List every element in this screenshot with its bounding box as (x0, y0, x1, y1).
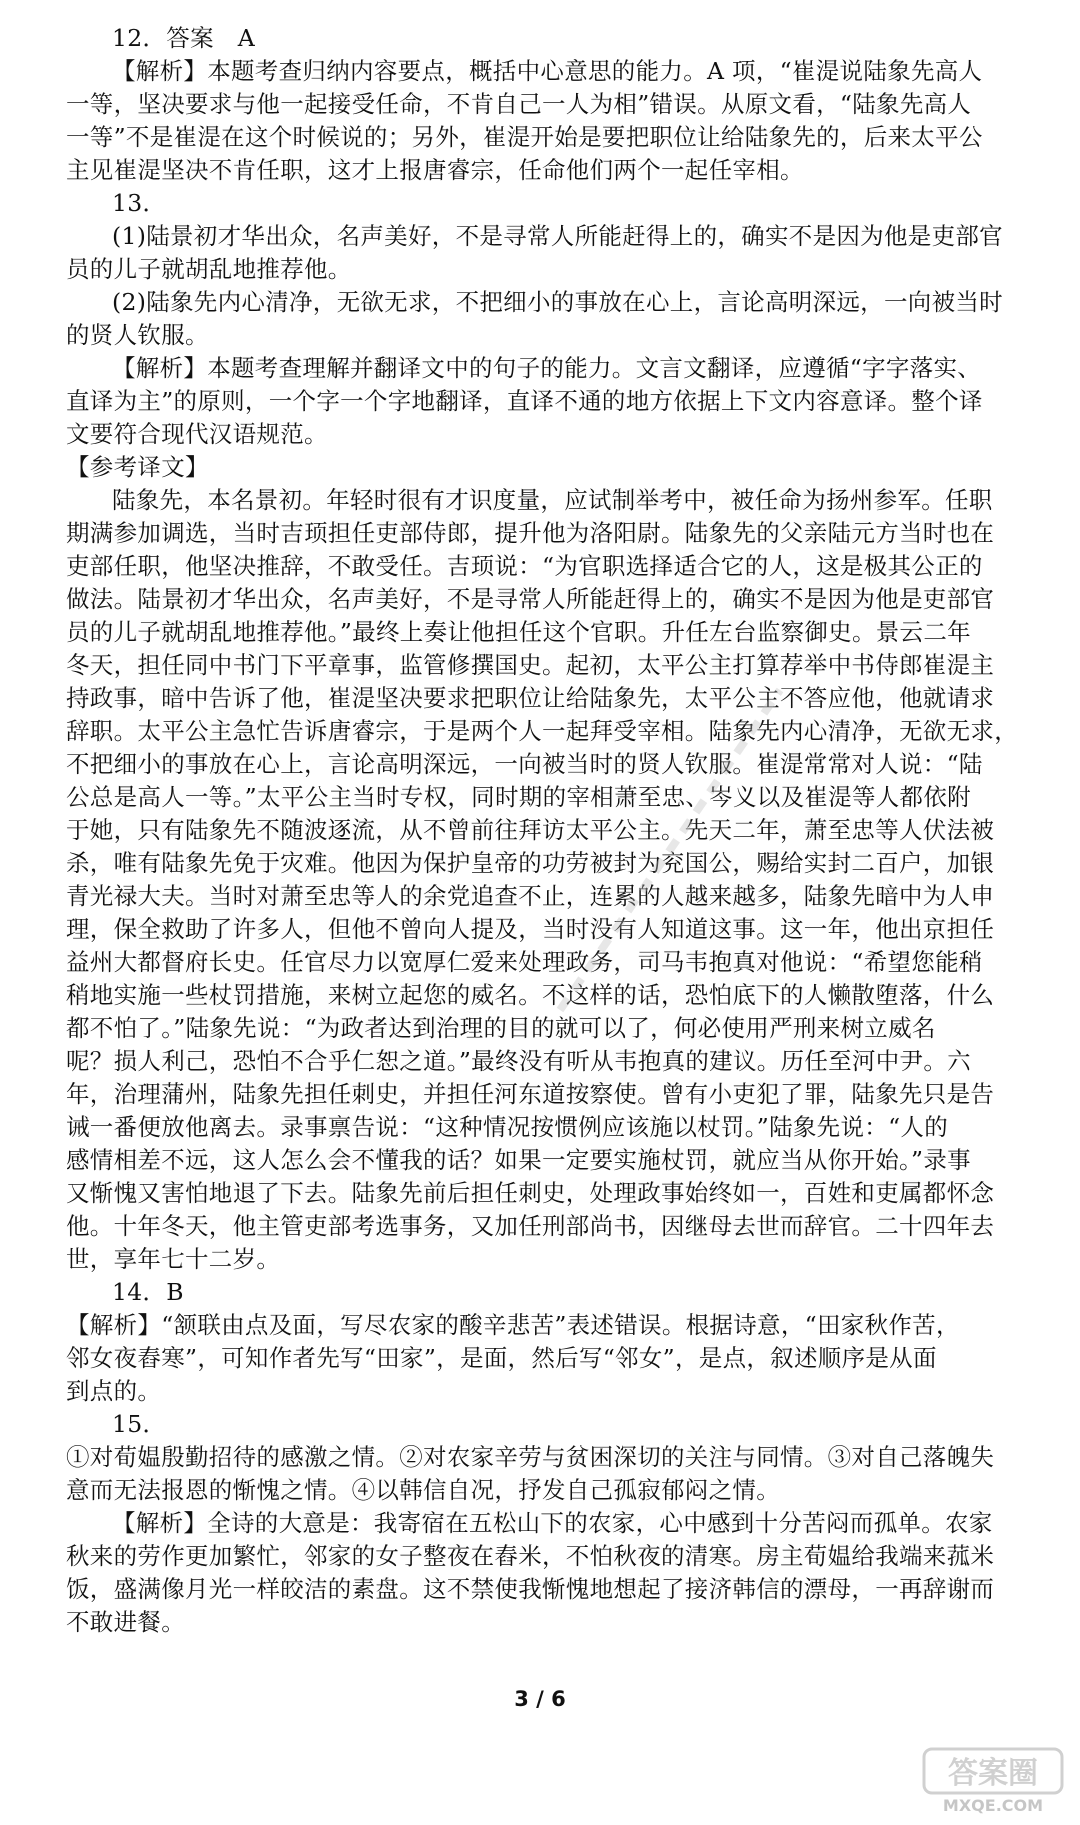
text-line: 杀，唯有陆象先免于灾难。他因为保护皇帝的功劳被封为兖国公，赐给实封二百户，加银 (66, 849, 995, 877)
text-line: 辞职。太平公主急忙告诉唐睿宗，于是两个人一起拜受宰相。陆象先内心清净，无欲无求， (66, 717, 1018, 745)
text-line: 15． (112, 1410, 167, 1438)
text-line: 呢？损人利己，恐怕不合乎仁恕之道。”最终没有听从韦抱真的建议。历任至河中尹。六 (66, 1047, 971, 1075)
text-line: 年，治理蒲州，陆象先担任刺史，并担任河东道按察使。曾有小吏犯了罪，陆象先只是告 (66, 1080, 995, 1108)
text-line: 冬天，担任同中书门下平章事，监管修撰国史。起初，太平公主打算荐举中书侍郎崔湜主 (66, 651, 995, 679)
text-line: (2)陆象先内心清净，无欲无求，不把细小的事放在心上，言论高明深远，一向被当时 (112, 288, 1003, 316)
text-line: 持政事，暗中告诉了他，崔湜坚决要求把职位让给陆象先，太平公主不答应他，他就请求 (66, 684, 995, 712)
text-line: 益州大都督府长史。任官尽力以宽厚仁爱来处理政务，司马韦抱真对他说：“希望您能稍 (66, 948, 983, 976)
text-line: 世，享年七十二岁。 (66, 1245, 281, 1273)
text-line: (1)陆景初才华出众，名声美好，不是寻常人所能赶得上的，确实不是因为他是吏部官 (112, 222, 1003, 250)
text-line: 主见崔湜坚决不肯任职，这才上报唐睿宗，任命他们两个一起任宰相。 (66, 156, 804, 184)
watermark-logo (918, 1745, 1068, 1815)
text-line: 诫一番便放他离去。录事禀告说：“这种情况按惯例应该施以杖罚。”陆象先说：“人的 (66, 1113, 948, 1141)
text-line: 饭，盛满像月光一样皎洁的素盘。这不禁使我惭愧地想起了接济韩信的漂母，一再辞谢而 (66, 1575, 995, 1603)
watermark-logo-text: 答案圈 (948, 1756, 1038, 1791)
text-line: 员的儿子就胡乱地推荐他。 (66, 255, 352, 283)
text-line: 12．答案 A (112, 24, 255, 52)
text-line: 文要符合现代汉语规范。 (66, 420, 328, 448)
text-line: 14．B (112, 1278, 184, 1306)
text-line: 不敢进餐。 (66, 1608, 185, 1636)
text-line: 【解析】本题考查归纳内容要点，概括中心意思的能力。A 项，“崔湜说陆象先高人 (112, 57, 983, 85)
text-line: 的贤人钦服。 (66, 321, 209, 349)
text-line: 一等”不是崔湜在这个时候说的；另外，崔湜开始是要把职位让给陆象先的，后来太平公 (66, 123, 983, 151)
watermark-url: MXQE.COM (942, 1796, 1044, 1815)
text-line: 稍地实施一些杖罚措施，来树立起您的威名。不这样的话，恐怕底下的人懒散堕落，什么 (66, 981, 995, 1009)
text-line: 员的儿子就胡乱地推荐他。”最终上奏让他担任这个官职。升任左台监察御史。景云二年 (66, 618, 971, 646)
text-line: 吏部任职，他坚决推辞，不敢受任。吉顼说：“为官职选择适合它的人，这是极其公正的 (66, 552, 983, 580)
text-line: 理，保全救助了许多人，但他不曾向人提及，当时没有人知道这事。这一年，他出京担任 (66, 915, 995, 943)
text-line: 期满参加调选，当时吉顼担任吏部侍郎，提升他为洛阳尉。陆象先的父亲陆元方当时也在 (66, 519, 995, 547)
text-line: 【解析】本题考查理解并翻译文中的句子的能力。文言文翻译，应遵循“字字落实、 (112, 354, 982, 382)
text-line: 【参考译文】 (66, 453, 209, 481)
text-line: 都不怕了。”陆象先说：“为政者达到治理的目的就可以了，何必使用严刑来树立威名 (66, 1014, 936, 1042)
text-line: 秋来的劳作更加繁忙，邻家的女子整夜在舂米，不怕秋夜的清寒。房主荀媪给我端来菰米 (66, 1542, 995, 1570)
text-line: 陆象先，本名景初。年轻时很有才识度量，应试制举考中，被任命为扬州参军。任职 (112, 486, 993, 514)
text-line: 邻女夜舂寒”，可知作者先写“田家”，是面，然后写“邻女”，是点，叙述顺序是从面 (66, 1344, 937, 1372)
text-line: 不把细小的事放在心上，言论高明深远，一向被当时的贤人钦服。崔湜常常对人说：“陆 (66, 750, 983, 778)
text-line: 青光禄大夫。当时对萧至忠等人的余党追查不止，连累的人越来越多，陆象先暗中为人申 (66, 882, 995, 910)
text-line: 【解析】全诗的大意是：我寄宿在五松山下的农家，心中感到十分苦闷而孤单。农家 (112, 1509, 993, 1537)
text-line: 一等，坚决要求与他一起接受任命，不肯自己一人为相”错误。从原文看，“陆象先高人 (66, 90, 972, 118)
text-line: 又惭愧又害怕地退了下去。陆象先前后担任刺史，处理政事始终如一，百姓和吏属都怀念 (66, 1179, 995, 1207)
text-line: 公总是高人一等。”太平公主当时专权，同时期的宰相萧至忠、岑义以及崔湜等人都依附 (66, 783, 971, 811)
text-line: ①对荀媪殷勤招待的感激之情。②对农家辛劳与贫困深切的关注与同情。③对自己落魄失 (66, 1443, 995, 1471)
page-number: 3 / 6 (514, 1687, 566, 1711)
document-body (66, 22, 1046, 1639)
text-line: 直译为主”的原则，一个字一个字地翻译，直译不通的地方依据上下文内容意译。整个译 (66, 387, 983, 415)
text-line: 他。十年冬天，他主管吏部考选事务，又加任刑部尚书，因继母去世而辞官。二十四年去 (66, 1212, 995, 1240)
text-line: 于她，只有陆象先不随波逐流，从不曾前往拜访太平公主。先天二年，萧至忠等人伏法被 (66, 816, 995, 844)
text-line: 到点的。 (66, 1377, 162, 1405)
text-line: 13． (112, 189, 167, 217)
text-line: 【解析】“颔联由点及面，写尽农家的酸辛悲苦”表述错误。根据诗意，“田家秋作苦， (66, 1311, 960, 1339)
text-line: 意而无法报恩的惭愧之情。④以韩信自况，抒发自己孤寂郁闷之情。 (66, 1476, 780, 1504)
text-line: 感情相差不远，这人怎么会不懂我的话？如果一定要实施杖罚，就应当从你开始。”录事 (66, 1146, 971, 1174)
text-line: 做法。陆景初才华出众，名声美好，不是寻常人所能赶得上的，确实不是因为他是吏部官 (66, 585, 995, 613)
